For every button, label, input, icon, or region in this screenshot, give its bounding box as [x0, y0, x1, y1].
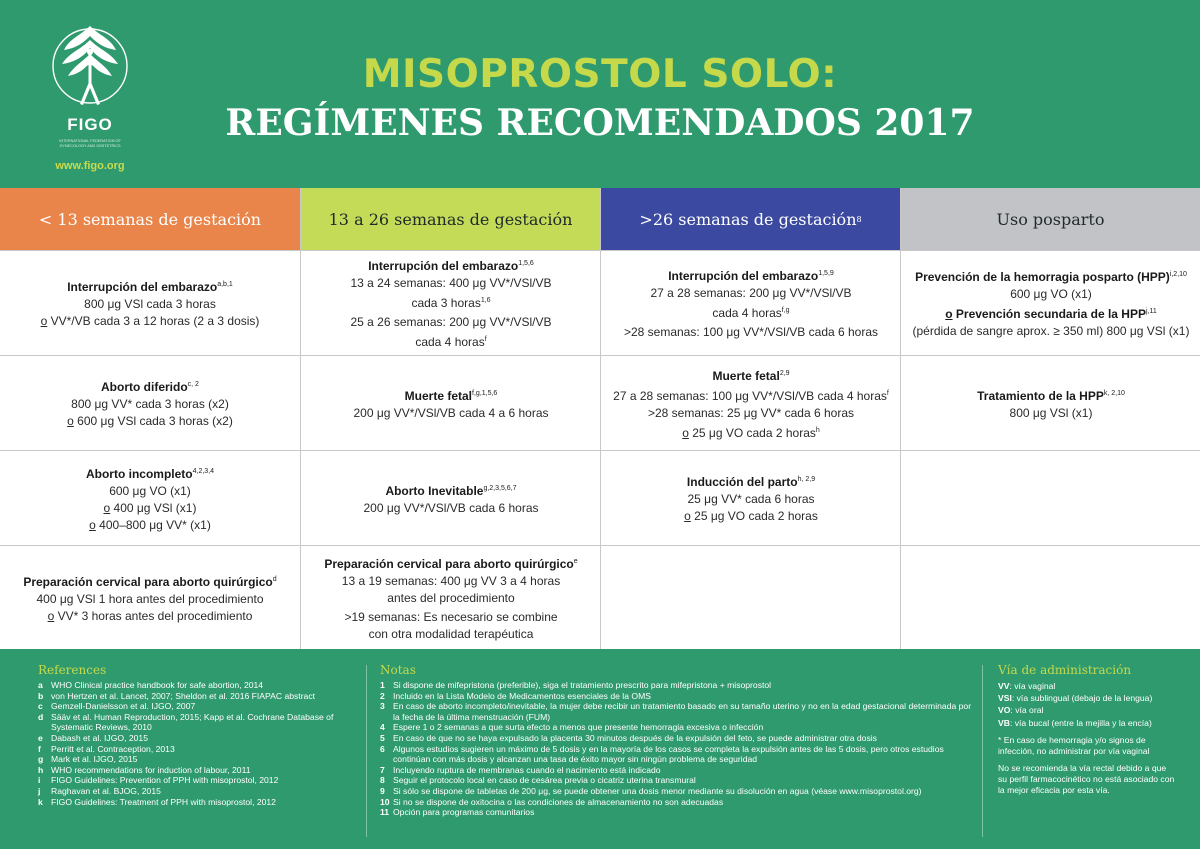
footnote-key: j [38, 785, 41, 796]
cell-title-text: Interrupción del embarazo [368, 259, 519, 273]
footnote-key: 9 [380, 785, 385, 796]
footnote-key: 6 [380, 743, 385, 754]
cell-title-text: Aborto diferido [101, 380, 188, 394]
cell-title [67, 276, 233, 296]
dose-line: >28 semanas: 25 μg VV* cada 6 horas [647, 405, 855, 420]
footnote-key: 7 [380, 764, 385, 775]
footnote-text: Si dispone de mifepristona (preferible), siga el tratamiento prescrito para mifepristona + misoprostol [393, 680, 772, 690]
figo-logo[interactable] [44, 18, 136, 178]
footnote-key: f [38, 743, 41, 754]
column-header [901, 188, 1200, 250]
citation-sup: 8 [856, 214, 862, 224]
via-desc: : vía oral [1010, 705, 1044, 716]
column-header-label: < 13 semanas de gestación [38, 209, 262, 229]
via-note-rectal: No se recomienda la vía rectal debido a que su perfil farmacocinético no está asociado con la mejor eficacia por esta vía. [998, 762, 1175, 795]
via-section [998, 663, 1176, 796]
dose-line: (pérdida de sangre aprox. ≥ 350 ml) 800 μg VSl (x1) [912, 324, 1190, 338]
column-over-26-weeks [600, 188, 900, 649]
references-list [38, 680, 358, 807]
notes-heading: Notas [380, 663, 416, 677]
column-header [301, 188, 600, 250]
column-header-label: Uso posparto [996, 209, 1105, 229]
footnote-text: Incluido en la Lista Modelo de Medicamentos esenciales de la OMS [393, 690, 651, 701]
logo-subtext: INTERNATIONAL FEDERATION OF GYNECOLOGY AND OBSTETRICS [59, 139, 121, 148]
footnote-key: i [38, 775, 41, 786]
dose-line: 27 a 28 semanas: 200 μg VV*/VSl/VB [650, 286, 852, 300]
citation-sup: g,2,3,5,6,7 [483, 484, 517, 492]
dose-line: con otra modalidad terapéutica [368, 626, 534, 641]
or-word: o [47, 608, 55, 623]
footnote-key: b [38, 690, 44, 701]
footnote-text: Gemzell-Danielsson et al. IJGO, 2007 [51, 701, 196, 712]
table-cell-empty [901, 545, 1200, 649]
table-cell [0, 355, 300, 450]
table-cell [301, 250, 601, 355]
dose-line: 25 μg VV* cada 6 horas [687, 492, 815, 506]
dose-line: >28 semanas: 100 μg VV*/VSl/VB cada 6 horas [623, 325, 879, 339]
cell-title-text: Prevención de la hemorragia posparto (HPP) [915, 270, 1170, 284]
footnote-item [380, 722, 972, 733]
dose-line [41, 313, 260, 330]
footnote-text: Perritt et al. Contraception, 2013 [51, 743, 175, 754]
cell-title-text: Muerte fetal [404, 388, 473, 403]
via-desc: : vía bucal (entre la mejilla y la encía) [1009, 717, 1152, 728]
dose-text: cada 4 horas [712, 306, 782, 320]
cell-title [324, 553, 577, 573]
via-desc: : vía sublingual (debajo de la lengua) [1011, 693, 1153, 704]
notes-list [380, 680, 972, 818]
dose-line [89, 517, 211, 534]
footnote-text: Dabash et al. IJGO, 2015 [51, 732, 148, 743]
via-heading: Vía de administración [998, 663, 1132, 677]
dose-line [684, 508, 818, 525]
footnote-text: En caso de aborto incompleto/inevitable, la mujer debe recibir un tratamiento basado en su tamaño uterino y no en la edad gestacional determinada por la fecha de la última menstruación (FUM) [393, 701, 972, 722]
dose-line: 600 μg VO (x1) [109, 483, 191, 498]
via-item [998, 692, 1176, 704]
footnote-item [38, 765, 358, 776]
dose-text: 400–800 μg VV* (x1) [95, 517, 211, 532]
footnote-item [380, 797, 972, 808]
table-cell [901, 355, 1200, 450]
footnote-text: Opción para programas comunitarios [393, 807, 535, 818]
footnote-item [38, 775, 358, 786]
footnote-item [380, 744, 972, 765]
column-postpartum [900, 188, 1200, 649]
footnote-key: d [38, 711, 44, 722]
dose-line: >19 semanas: Es necesario se combine [344, 609, 558, 624]
cell-title [101, 376, 199, 396]
column-under-13-weeks [0, 188, 300, 649]
footnote-item [38, 733, 358, 744]
cell-subtitle-text: Prevención secundaria de la HPP [952, 307, 1146, 321]
footnote-item [38, 680, 358, 691]
footnote-text: von Hertzen et al. Lancet, 2007; Sheldon et al. 2016 FIAPAC abstract [51, 690, 316, 701]
footnote-key: 3 [380, 701, 385, 712]
footnote-item [38, 744, 358, 755]
column-13-to-26-weeks [300, 188, 600, 649]
footnote-key: e [38, 732, 43, 743]
tree-icon [50, 18, 130, 114]
cell-title-text: Interrupción del embarazo [668, 269, 819, 283]
citation-sup: f [886, 389, 889, 397]
footnote-text: FIGO Guidelines: Treatment of PPH with misoprostol, 2012 [51, 796, 276, 807]
dose-text: 27 a 28 semanas: 100 μg VV*/VSl/VB cada 4 horas [613, 388, 887, 403]
column-header-label: >26 semanas de gestación [639, 209, 857, 229]
dose-text: VV*/VB cada 3 a 12 horas (2 a 3 dosis) [47, 314, 260, 328]
cell-title [405, 385, 498, 405]
regimen-table [0, 188, 1200, 649]
or-word: o [67, 414, 74, 428]
footnote-key: 4 [380, 722, 385, 733]
footnote-item [380, 701, 972, 722]
footnote-item [380, 733, 972, 744]
footnote-item [38, 691, 358, 702]
citation-sup: i,2,10 [1169, 271, 1187, 278]
cell-title-text: Inducción del parto [686, 475, 798, 489]
or-word: o [103, 500, 111, 515]
dose-line: 400 μg VSl 1 hora antes del procedimiento [36, 591, 264, 606]
cell-title [687, 471, 815, 491]
cell-title [368, 255, 534, 275]
dose-line: 200 μg VV*/VSl/VB cada 6 horas [363, 500, 539, 515]
citation-sup: 4,2,3,4 [192, 467, 215, 475]
dose-text: cada 4 horas [415, 335, 485, 349]
cell-title-text: Preparación cervical para aborto quirúrgico [324, 556, 574, 571]
title-line-2: REGÍMENES RECOMENDADOS 2017 [225, 102, 975, 144]
cell-title [86, 463, 214, 483]
divider [366, 665, 367, 837]
or-word: o [682, 425, 689, 440]
footnote-key: a [38, 680, 43, 690]
via-abbr: VB [998, 717, 1010, 728]
dose-line [613, 385, 889, 405]
dose-line: 13 a 24 semanas: 400 μg VV*/VSl/VB [350, 276, 552, 290]
table-cell [601, 450, 901, 545]
dose-text: 600 μg VSl cada 3 horas (x2) [73, 414, 233, 428]
footnote-text: Espere 1 o 2 semanas a que surta efecto a menos que presente hemorragia excesiva o infección [393, 722, 764, 733]
citation-sup: d [272, 575, 277, 583]
footnote-item [380, 786, 972, 797]
or-word: o [684, 509, 691, 523]
footnote-text: Si no se dispone de oxitocina o las condiciones de almacenamiento no son adecuadas [393, 796, 724, 807]
table-cell [901, 250, 1200, 355]
table-cell [601, 355, 901, 450]
dose-line [411, 292, 490, 312]
dose-text: 25 μg VO cada 2 horas [688, 425, 816, 440]
citation-sup: 1,5,6 [518, 260, 534, 267]
footnote-text: Mark et al. IJGO, 2015 [51, 754, 138, 765]
cell-title [977, 385, 1125, 405]
cell-title [385, 480, 516, 500]
citation-sup: 2,9 [779, 369, 790, 377]
table-cell [0, 545, 300, 649]
cell-title [668, 265, 834, 285]
dose-line [682, 422, 820, 442]
column-header [601, 188, 900, 250]
table-cell [301, 450, 601, 545]
cell-title-text: Aborto incompleto [85, 466, 193, 481]
footnote-text: WHO recommendations for induction of labour, 2011 [51, 764, 251, 775]
footnote-text: Raghavan et al. BJOG, 2015 [51, 785, 161, 796]
footnote-text: Sääv et al. Human Reproduction, 2015; Kapp et al. Cochrane Database of Systematic Reviews, 2010 [51, 711, 334, 733]
via-abbr: VV [998, 681, 1010, 691]
table-cell-empty [601, 545, 901, 649]
cell-title-text: Aborto Inevitable [385, 483, 484, 498]
cell-title [712, 365, 789, 385]
footnote-item [380, 680, 972, 691]
dose-text: cada 3 horas [411, 296, 481, 310]
via-list [998, 680, 1176, 729]
title-line-1: MISOPROSTOL SOLO: [362, 52, 838, 97]
cell-title-text: Interrupción del embarazo [67, 280, 218, 294]
footnote-item [38, 786, 358, 797]
via-note-hemorrhage: * En caso de hemorragia y/o signos de infección, no administrar por vía vaginal [998, 734, 1150, 756]
citation-sup: 1,6 [480, 297, 491, 304]
citation-sup: c, 2 [187, 381, 199, 388]
footnote-item [380, 691, 972, 702]
citation-sup: j,11 [1145, 308, 1157, 315]
footnote-key: h [38, 764, 44, 775]
footnote-key: 2 [380, 690, 385, 701]
notes-section [380, 663, 972, 818]
via-item [998, 704, 1176, 716]
via-abbr: VSl [998, 693, 1012, 704]
footnote-text: Algunos estudios sugieren un máximo de 5 dosis y en la mayoría de los casos se completa la expulsión antes de las 5 dosis, pero otros estudios continúan con más dosis y alcanzan una tasa de éxito mayor sin ningún problema de seguridad [393, 743, 944, 765]
footnote-key: 5 [380, 732, 385, 743]
dose-line: 200 μg VV*/VSl/VB cada 4 a 6 horas [353, 405, 549, 420]
footnote-key: 10 [380, 796, 390, 807]
dose-text: VV* 3 horas antes del procedimiento [54, 608, 253, 623]
footnote-item [38, 712, 358, 733]
citation-sup: e [573, 557, 578, 565]
footnote-item [38, 797, 358, 808]
footnote-item [38, 701, 358, 712]
dose-line [712, 302, 789, 322]
via-item [998, 680, 1176, 692]
footnote-key: 11 [380, 807, 390, 818]
or-word: o [945, 307, 953, 321]
citation-sup: h [815, 426, 820, 434]
via-item [998, 717, 1176, 729]
footnote-key: k [38, 796, 43, 807]
footnote-item [380, 765, 972, 776]
footnote-key: 8 [380, 775, 385, 786]
table-cell [301, 355, 601, 450]
references-section [38, 663, 358, 807]
header [0, 0, 1200, 188]
footnote-text: WHO Clinical practice handbook for safe abortion, 2014 [51, 680, 264, 690]
via-desc: : vía vaginal [1009, 681, 1056, 691]
dose-line [48, 608, 253, 625]
references-heading: References [38, 663, 107, 677]
dose-text: 25 μg VO cada 2 horas [690, 509, 818, 523]
citation-sup: f [484, 336, 487, 343]
footnote-item [380, 775, 972, 786]
footnote-key: c [38, 701, 43, 712]
or-word: o [89, 517, 96, 532]
dose-line: 25 a 26 semanas: 200 μg VV*/VSl/VB [350, 315, 552, 329]
footnote-text: FIGO Guidelines: Prevention of PPH with misoprostol, 2012 [51, 775, 279, 786]
footnote-text: En caso de que no se haya expulsado la placenta 30 minutos después de la expulsión del feto, se puede administrar otra dosis [393, 732, 877, 743]
citation-sup: 1,5,9 [818, 270, 834, 277]
footnote-key: g [38, 754, 44, 765]
divider [982, 665, 983, 837]
cell-subtitle [945, 303, 1157, 323]
dose-line: antes del procedimiento [387, 590, 515, 605]
dose-line: 800 μg VV* cada 3 horas (x2) [71, 397, 229, 411]
dose-line: 800 μg VSl cada 3 horas [84, 297, 216, 311]
cell-title [23, 571, 276, 591]
table-cell [601, 250, 901, 355]
citation-sup: a,b,1 [217, 281, 233, 288]
cell-title [915, 266, 1187, 286]
column-header-label: 13 a 26 semanas de gestación [328, 209, 573, 229]
footnote-text: Incluyendo ruptura de membranas cuando el nacimiento está indicado [393, 764, 661, 775]
dose-line [415, 331, 486, 351]
footer [0, 649, 1200, 849]
citation-sup: k, 2,10 [1103, 389, 1125, 397]
cell-title-text: Preparación cervical para aborto quirúrgico [23, 574, 273, 589]
cell-title-text: Muerte fetal [712, 368, 780, 383]
footnote-item [380, 807, 972, 818]
table-cell [0, 450, 300, 545]
footnote-key: 1 [380, 680, 385, 690]
logo-url-link[interactable]: www.figo.org [55, 160, 125, 172]
citation-sup: h, 2,9 [797, 476, 816, 483]
table-cell [0, 250, 300, 355]
logo-wordmark: FIGO [67, 115, 113, 134]
dose-line: 600 μg VO (x1) [1010, 287, 1092, 301]
citation-sup: f,g,1,5,6 [472, 389, 498, 397]
footnote-text: Seguir el protocolo local en caso de cesárea previa o cicatriz uterina transmural [393, 775, 696, 786]
or-word: o [40, 314, 48, 328]
dose-text: 400 μg VSl (x1) [110, 500, 197, 515]
dose-line [104, 500, 197, 517]
column-header [0, 188, 300, 250]
cell-title-text: Tratamiento de la HPP [977, 388, 1104, 403]
dose-line: 13 a 19 semanas: 400 μg VV 3 a 4 horas [341, 573, 561, 588]
footnote-item [38, 754, 358, 765]
footnote-text: Si sólo se dispone de tabletas de 200 μg, se puede obtener una dosis menor mediante su disolución en agua (véase www.misoprostol.org) [393, 785, 922, 796]
table-cell-empty [901, 450, 1200, 545]
dose-line: 800 μg VSl (x1) [1009, 405, 1093, 420]
citation-sup: f,g [781, 307, 790, 314]
dose-line [67, 413, 233, 430]
table-cell [301, 545, 601, 649]
via-abbr: VO [998, 705, 1011, 716]
